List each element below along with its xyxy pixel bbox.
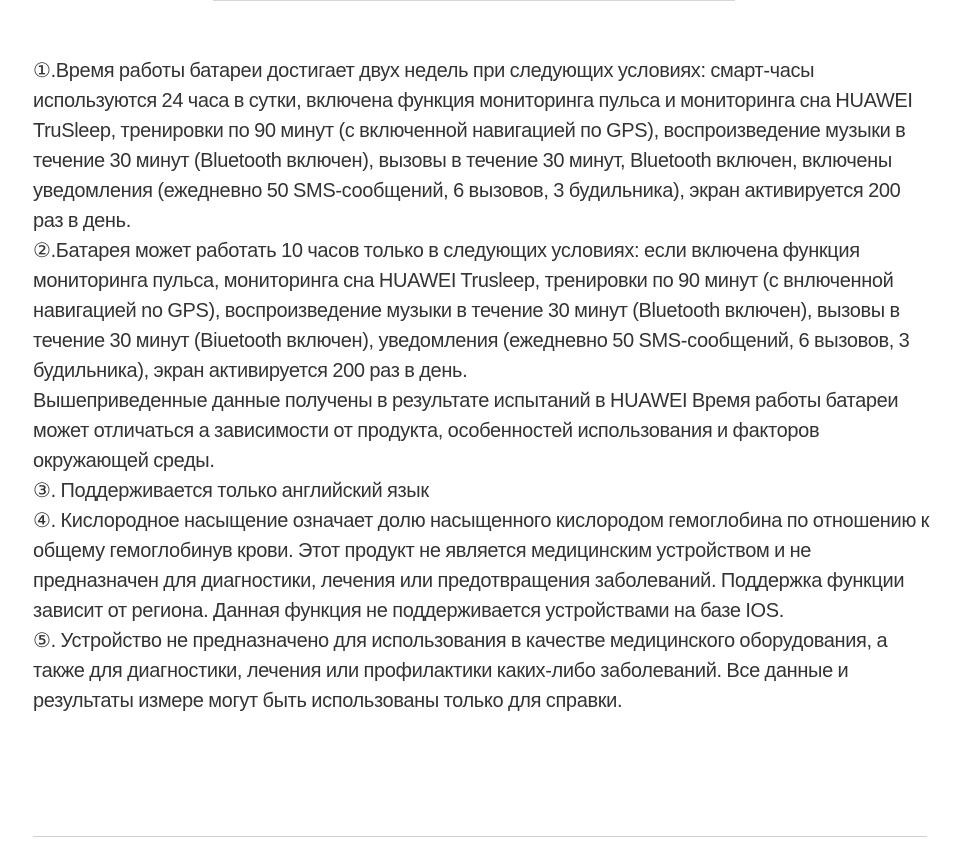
bottom-divider (33, 836, 927, 837)
top-divider (213, 0, 735, 1)
footnote-battery-two-weeks: ①.Время работы батареи достигает двух недель при следующих условиях: смарт-часы используются 24 часа в сутки, включена функция мониторинга пульса и мониторинга сна HUAWEI TruSleep, тренировки по 90 минут (с включенной навигацией по GPS), воспроизведение музыки в течение 30 минут (Bluetooth включен), вызовы в течение 30 минут, Bluetooth включен, включены уведомления (ежедневно 50 SMS-сообщений, 6 вызовов, 3 будильника), экран активируется 200 раз в день. (33, 60, 913, 232)
footnotes-block (33, 56, 933, 716)
footnote-battery-ten-hours: ②.Батарея может работать 10 часов только в следующих условиях: если включена функция мониторинга пульса, мониторинга сна HUAWEI Trusleep, тренировки по 90 минут (с внлюченной навигацией no GPS), воспроизведение музыки в течение 30 минут (Bluetooth включен), вызовы в течение 30 минут (Biuetooth включен), уведомления (ежедневно 50 SMS-сообщений, 6 вызовов, 3 будильника), экран активируется 200 раз в день. (33, 240, 910, 382)
footnote-language: ③. Поддерживается только английский язык (33, 480, 429, 502)
footnote-oxygen-saturation: ④. Кислородное насыщение означает долю насыщенного кислородом гемоглобина по отношению к общему гемоглобинув крови. Этот продукт не является медицинским устройством и не предназначен для диагностики, лечения или предотвращения заболеваний. Поддержка функции зависит от региона. Данная функция не поддерживается устройствами на базе IOS. (33, 510, 930, 622)
footnote-test-disclaimer: Вышеприведенные данные получены в результате испытаний в HUAWEI Время работы батареи может отличаться а зависимости от продукта, особенностей использования и факторов окружающей среды. (33, 390, 899, 472)
footnote-medical-disclaimer: ⑤. Устройство не предназначено для использования в качестве медицинского оборудования, а также для диагностики, лечения или профилактики каких-либо заболеваний. Все данные и результаты измере могут быть использованы только для справки. (33, 630, 888, 712)
